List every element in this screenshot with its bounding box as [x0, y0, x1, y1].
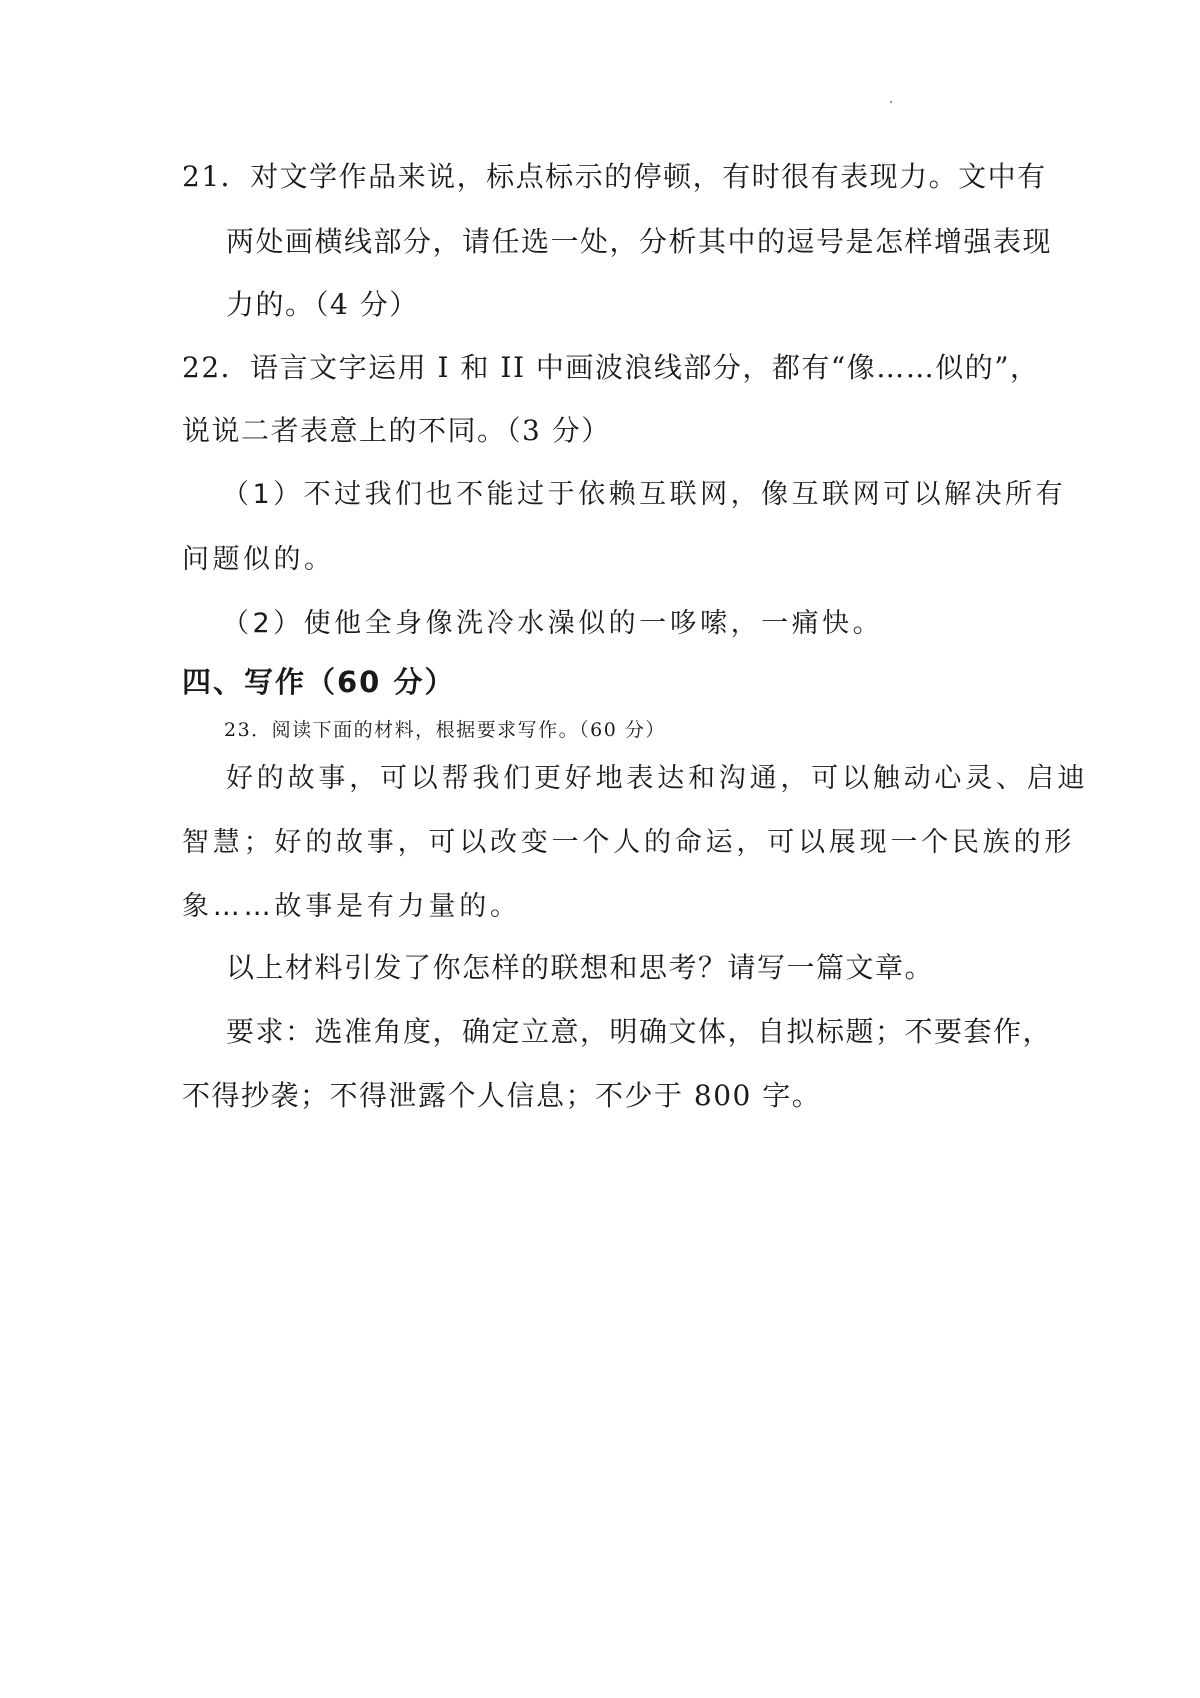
q23-requirements-line-1: 要求：选准角度，确定立意，明确文体，自拟标题；不要套作，	[226, 1015, 1053, 1048]
q22-option-1-line-1: （1）不过我们也不能过于依赖互联网，像互联网可以解决所有	[222, 479, 1067, 510]
q21-line-1: 21．对文学作品来说，标点标示的停顿，有时很有表现力。文中有	[182, 160, 1047, 193]
q23-material-line-3: 象……故事是有力量的。	[182, 891, 521, 922]
q22-line-1: 22．语言文字运用 I 和 II 中画波浪线部分，都有“像……似的”，	[182, 351, 1040, 384]
q21-line-3: 力的。（4 分）	[226, 288, 419, 321]
q22-line-2: 说说二者表意上的不同。（3 分）	[182, 414, 611, 447]
q23-material-line-2: 智慧；好的故事，可以改变一个人的命运，可以展现一个民族的形	[182, 827, 1076, 858]
q23-material-line-1: 好的故事，可以帮我们更好地表达和沟通，可以触动心灵、启迪	[226, 763, 1089, 794]
q22-option-2: （2）使他全身像洗冷水澡似的一哆嗦，一痛快。	[222, 608, 884, 639]
q23-prompt: 以上材料引发了你怎样的联想和思考？请写一篇文章。	[226, 951, 935, 984]
q21-line-2: 两处画横线部分，请任选一处，分析其中的逗号是怎样增强表现	[226, 225, 1053, 258]
q23-requirements-line-2: 不得抄袭；不得泄露个人信息；不少于 800 字。	[182, 1079, 822, 1112]
section-4-heading: 四、写作（60 分）	[182, 665, 456, 699]
q23-intro: 23．阅读下面的材料，根据要求写作。（60 分）	[224, 719, 666, 741]
q22-option-1-line-2: 问题似的。	[182, 544, 335, 575]
scan-dot-mark	[890, 101, 892, 103]
